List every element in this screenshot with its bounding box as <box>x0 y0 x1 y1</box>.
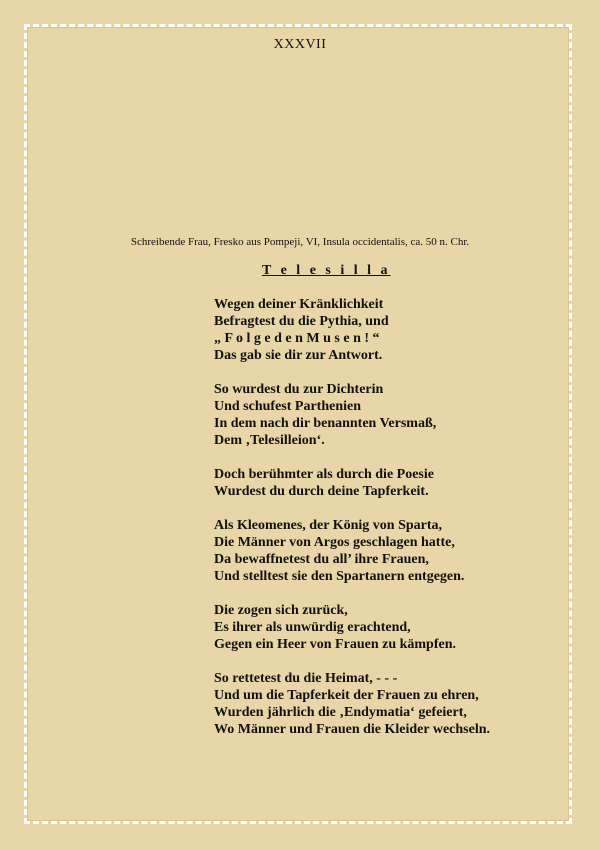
poem-line: Doch berühmter als durch die Poesie <box>214 467 434 482</box>
poem-line: Die Männer von Argos geschlagen hatte, <box>214 535 455 550</box>
poem-line: Wo Männer und Frauen die Kleider wechseln. <box>214 722 490 737</box>
poem-line: Wurden jährlich die ‚Endymatia‘ gefeiert, <box>214 705 467 720</box>
poem-line: Es ihrer als unwürdig erachtend, <box>214 620 411 635</box>
poem-line: Und schufest Parthenien <box>214 399 362 414</box>
poem-line: Gegen ein Heer von Frauen zu kämpfen. <box>214 637 457 652</box>
poem-line: Als Kleomenes, der König von Sparta, <box>214 518 443 533</box>
poem-line: So wurdest du zur Dichterin <box>214 382 384 397</box>
stanza-1 <box>214 296 574 364</box>
page-number: XXXVII <box>273 37 327 52</box>
poem-line: Befragtest du die Pythia, und <box>214 314 389 329</box>
image-caption: Schreibende Frau, Fresko aus Pompeji, VI, Insula occidentalis, ca. 50 n. Chr. <box>130 236 470 248</box>
stanza-3 <box>214 466 574 500</box>
poem-line: Das gab sie dir zur Antwort. <box>214 348 383 363</box>
stanza-6 <box>214 670 574 738</box>
poem-line: Und um die Tapferkeit der Frauen zu ehren, <box>214 688 479 703</box>
poem-line: Da bewaffnetest du all’ ihre Frauen, <box>214 552 429 567</box>
stanza-5 <box>214 602 574 653</box>
stanza-4 <box>214 517 574 585</box>
poem-body <box>214 296 574 755</box>
poem-line: So rettetest du die Heimat, - - - <box>214 671 398 686</box>
poem-line: Die zogen sich zurück, <box>214 603 348 618</box>
poem-line: Und stelltest sie den Spartanern entgegen. <box>214 569 465 584</box>
poem-line: „ F o l g e d e n M u s e n ! “ <box>214 331 380 346</box>
poem-line: Dem ‚Telesilleion‘. <box>214 433 325 448</box>
poem-line: Wegen deiner Kränklichkeit <box>214 297 384 312</box>
poem-title: T e l e s i l l a <box>262 263 391 278</box>
poem-line: In dem nach dir benannten Versmaß, <box>214 416 437 431</box>
poem-line: Wurdest du durch deine Tapferkeit. <box>214 484 429 499</box>
stanza-2 <box>214 381 574 449</box>
